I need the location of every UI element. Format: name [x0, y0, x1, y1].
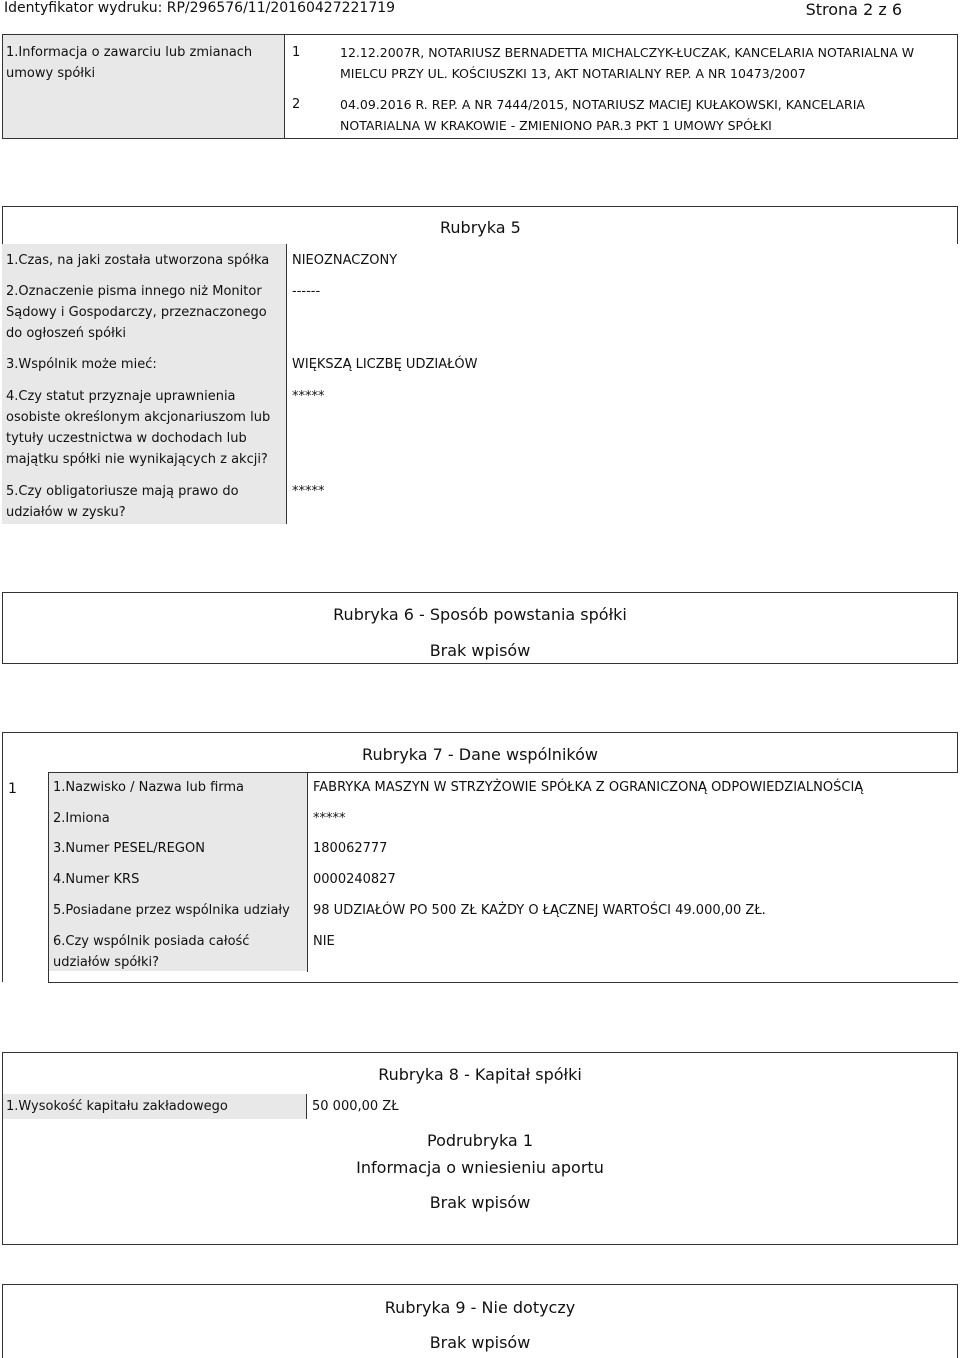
shareholder-row-label: 3.Numer PESEL/REGON [53, 841, 205, 856]
shareholder-row-value: FABRYKA MASZYN W STRZYŻOWIE SPÓŁKA Z OGRANICZONĄ ODPOWIEDZIALNOŚCIĄ [313, 780, 864, 795]
rubryka9-empty: Brak wpisów [429, 1333, 531, 1352]
rubryka5-row-value: ***** [292, 389, 325, 404]
contract-entry-text-line2: NOTARIALNA W KRAKOWIE - ZMIENIONO PAR.3 PKT 1 UMOWY SPÓŁKI [340, 118, 772, 133]
rubryka7-title: Rubryka 7 - Dane wspólników [362, 745, 598, 764]
rubryka5-row-label: 4.Czy statut przyznaje uprawnienia osobiste określonym akcjonariuszom lub tytuły uczestnictwa w dochodach lub majątku spółki nie wynikających z akcji? [6, 389, 271, 467]
contract-entry-text-line1: 04.09.2016 R. REP. A NR 7444/2015, NOTARIUSZ MACIEJ KUŁAKOWSKI, KANCELARIA [340, 97, 865, 112]
shareholder-row-label: 1.Nazwisko / Nazwa lub firma [53, 780, 245, 795]
shareholder-row-value: 0000240827 [313, 872, 396, 887]
contract-entry-text-line2: MIELCU PRZY UL. KOŚCIUSZKI 13, AKT NOTARIALNY REP. A NR 10473/2007 [340, 66, 806, 81]
rubryka6-title: Rubryka 6 - Sposób powstania spółki [333, 605, 627, 624]
contract-info-label: 1.Informacja o zawarciu lub zmianach umowy spółki [6, 45, 253, 81]
rubryka8-title: Rubryka 8 - Kapitał spółki [378, 1065, 582, 1084]
rubryka6-empty: Brak wpisów [429, 641, 531, 660]
print-id: Identyfikator wydruku: RP/296576/11/20160427221719 [4, 0, 396, 16]
shareholder-row-label: 2.Imiona [53, 811, 110, 826]
rubryka5-row-label: 5.Czy obligatoriusze mają prawo do udziałów w zysku? [6, 484, 239, 520]
shareholder-row-value: 98 UDZIAŁÓW PO 500 ZŁ KAŻDY O ŁĄCZNEJ WARTOŚCI 49.000,00 ZŁ. [313, 903, 766, 918]
rubryka5-row-value: WIĘKSZĄ LICZBĘ UDZIAŁÓW [292, 357, 478, 372]
shareholder-row-label: 4.Numer KRS [53, 872, 140, 887]
shareholder-entry-num: 1 [8, 781, 17, 797]
capital-label: 1.Wysokość kapitału zakładowego [6, 1099, 228, 1114]
rubryka5-row-value: ------ [292, 284, 321, 299]
capital-value: 50 000,00 ZŁ [312, 1099, 399, 1114]
rubryka5-row-value: ***** [292, 484, 325, 499]
subsection-subtitle: Informacja o wniesieniu aportu [356, 1158, 604, 1177]
rubryka5-row-value: NIEOZNACZONY [292, 253, 398, 268]
rubryka5-row-label: 3.Wspólnik może mieć: [6, 357, 157, 372]
rubryka5-title: Rubryka 5 [440, 218, 521, 237]
page-number: Strona 2 z 6 [805, 0, 902, 19]
subsection-title: Podrubryka 1 [427, 1131, 533, 1150]
shareholder-row-value: NIE [313, 934, 335, 949]
contract-entry-num: 1 [292, 45, 301, 60]
rubryka8-empty: Brak wpisów [429, 1193, 531, 1212]
shareholder-row-value: ***** [313, 811, 346, 826]
shareholder-row-label: 6.Czy wspólnik posiada całość udziałów spółki? [53, 934, 250, 970]
contract-entry-text-line1: 12.12.2007R, NOTARIUSZ BERNADETTA MICHALCZYK-ŁUCZAK, KANCELARIA NOTARIALNA W [340, 45, 915, 60]
rubryka5-row-label: 2.Oznaczenie pisma innego niż Monitor Sądowy i Gospodarczy, przeznaczonego do ogłoszeń spółki [6, 284, 267, 341]
shareholder-row-value: 180062777 [313, 841, 388, 856]
shareholder-row-label: 5.Posiadane przez wspólnika udziały [53, 903, 290, 918]
contract-entry-num: 2 [292, 97, 301, 112]
rubryka5-row-label: 1.Czas, na jaki została utworzona spółka [6, 253, 270, 268]
rubryka9-title: Rubryka 9 - Nie dotyczy [384, 1298, 576, 1317]
